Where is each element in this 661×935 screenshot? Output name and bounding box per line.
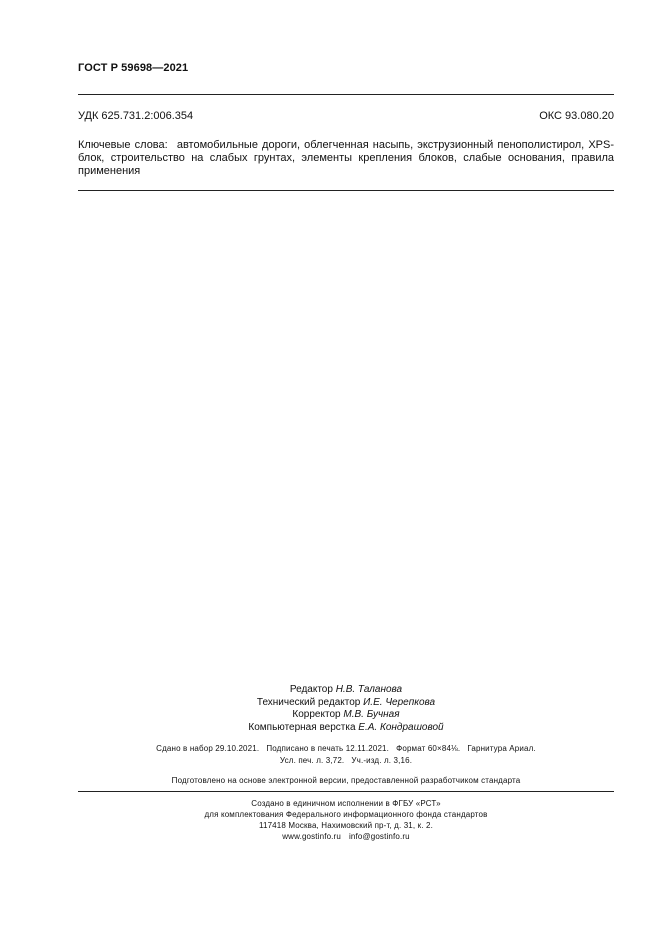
staff-line-corrector — [78, 709, 614, 722]
divider-keywords — [78, 190, 614, 191]
staff-role: Компьютерная верстка — [248, 721, 356, 733]
print-info-line: Усл. печ. л. 3,72. Уч.-изд. л. 3,16. — [279, 756, 413, 765]
staff-credits — [78, 684, 614, 734]
staff-name: Е.А. Кондрашовой — [358, 721, 444, 733]
divider-top — [78, 94, 614, 95]
print-info — [78, 743, 614, 767]
publisher-email-link[interactable]: info@gostinfo.ru — [348, 832, 410, 841]
publisher-contacts — [78, 831, 614, 842]
staff-name: И.Е. Черепкова — [363, 696, 436, 708]
standard-number: ГОСТ Р 59698—2021 — [78, 62, 189, 74]
staff-line-editor — [78, 684, 614, 697]
staff-role: Технический редактор — [256, 696, 361, 708]
publisher-line: 117418 Москва, Нахимовский пр-т, д. 31, к. 2. — [258, 821, 434, 830]
prepared-note: Подготовлено на основе электронной версии, предоставленной разработчиком стандарта — [171, 776, 521, 785]
publisher-line: Создано в единичном исполнении в ФГБУ «РСТ» — [251, 799, 441, 808]
staff-name: М.В. Бучная — [343, 709, 400, 720]
staff-line-tech-editor — [78, 697, 614, 710]
oks-code: ОКС 93.080.20 — [539, 110, 614, 122]
staff-line-layout — [78, 722, 614, 735]
staff-role: Редактор — [289, 684, 333, 695]
publisher-website-link[interactable]: www.gostinfo.ru — [282, 832, 341, 841]
publisher-info — [78, 798, 614, 842]
publisher-line: для комплектования Федерального информационного фонда стандартов — [204, 810, 488, 819]
keywords-text: автомобильные дороги, облегченная насыпь, экструзионный пенополистирол, XPS-блок, строительство на слабых грунтах, элементы крепления блоков, слабые основания, правила применения — [78, 139, 614, 177]
udk-code: УДК 625.731.2:006.354 — [78, 110, 194, 122]
keywords-label: Ключевые слова: — [78, 139, 168, 151]
staff-role: Корректор — [292, 709, 341, 720]
staff-name: Н.В. Таланова — [335, 684, 403, 695]
divider-publisher — [78, 791, 614, 792]
print-info-line: Сдано в набор 29.10.2021. Подписано в печать 12.11.2021. Формат 60×84⅛. Гарнитура Ариал. — [156, 744, 536, 753]
keywords-block — [78, 139, 614, 178]
